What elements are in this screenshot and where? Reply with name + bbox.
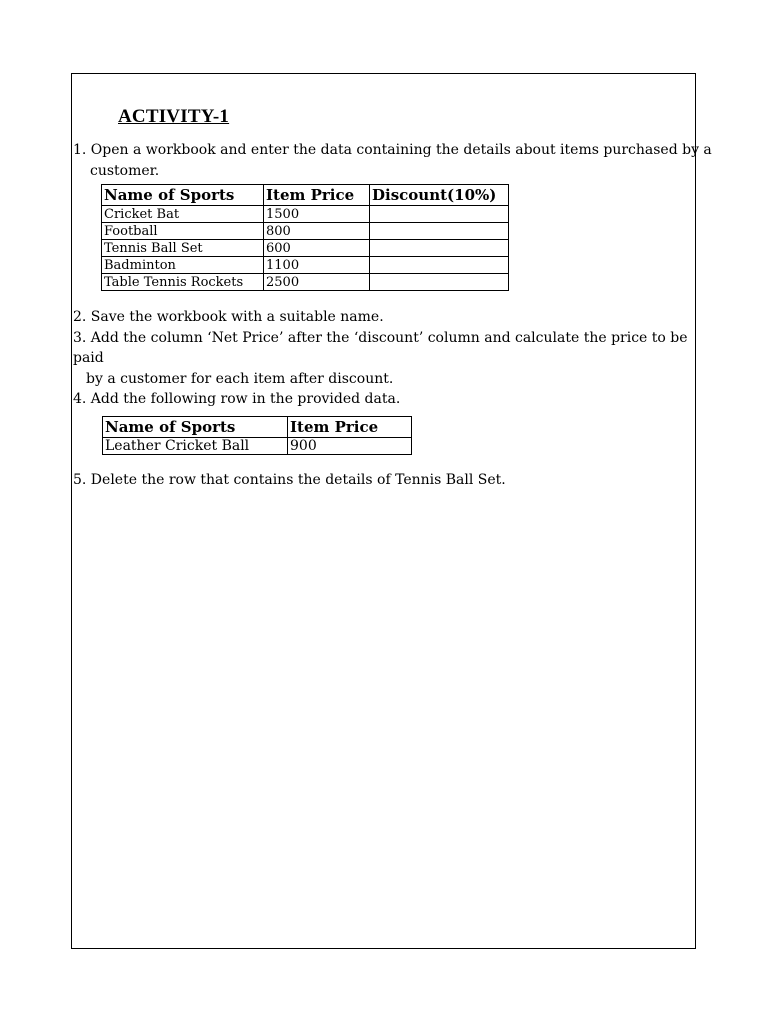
instruction-3-line-1: 3. Add the column ‘Net Price’ after the ‘discount’ column and calculate the price to be [73, 330, 688, 346]
instruction-3-line-2: paid [73, 350, 104, 366]
instruction-1-line-1: 1. Open a workbook and enter the data containing the details about items purchased by a [73, 142, 712, 158]
cell-sport-name: Cricket Bat [102, 206, 264, 223]
cell-discount [370, 206, 509, 223]
instruction-2: 2. Save the workbook with a suitable name. [73, 309, 384, 325]
cell-item-price: 800 [264, 223, 370, 240]
column-header-name-of-sports: Name of Sports [102, 185, 264, 206]
sports-items-table [101, 184, 509, 291]
column-header-item-price: Item Price [288, 417, 412, 438]
cell-item-price: 900 [288, 438, 412, 455]
table-row [102, 274, 509, 291]
additional-row-table [102, 416, 412, 455]
column-header-name-of-sports: Name of Sports [103, 417, 288, 438]
cell-sport-name: Leather Cricket Ball [103, 438, 288, 455]
cell-item-price: 1500 [264, 206, 370, 223]
column-header-item-price: Item Price [264, 185, 370, 206]
cell-item-price: 600 [264, 240, 370, 257]
column-header-discount: Discount(10%) [370, 185, 509, 206]
cell-sport-name: Table Tennis Rockets [102, 274, 264, 291]
table-row [102, 257, 509, 274]
table-row [102, 206, 509, 223]
instruction-5: 5. Delete the row that contains the details of Tennis Ball Set. [73, 472, 506, 488]
table-header-row [103, 417, 412, 438]
table-row [102, 240, 509, 257]
cell-item-price: 1100 [264, 257, 370, 274]
instruction-4: 4. Add the following row in the provided data. [73, 391, 401, 407]
instruction-1-line-2: customer. [90, 163, 160, 179]
table-row [102, 223, 509, 240]
cell-discount [370, 257, 509, 274]
cell-item-price: 2500 [264, 274, 370, 291]
cell-discount [370, 274, 509, 291]
cell-discount [370, 223, 509, 240]
cell-sport-name: Badminton [102, 257, 264, 274]
instruction-3-line-3: by a customer for each item after discount. [86, 371, 394, 387]
cell-sport-name: Tennis Ball Set [102, 240, 264, 257]
cell-discount [370, 240, 509, 257]
activity-title: ACTIVITY-1 [118, 106, 230, 127]
table-row [103, 438, 412, 455]
table-header-row [102, 185, 509, 206]
cell-sport-name: Football [102, 223, 264, 240]
